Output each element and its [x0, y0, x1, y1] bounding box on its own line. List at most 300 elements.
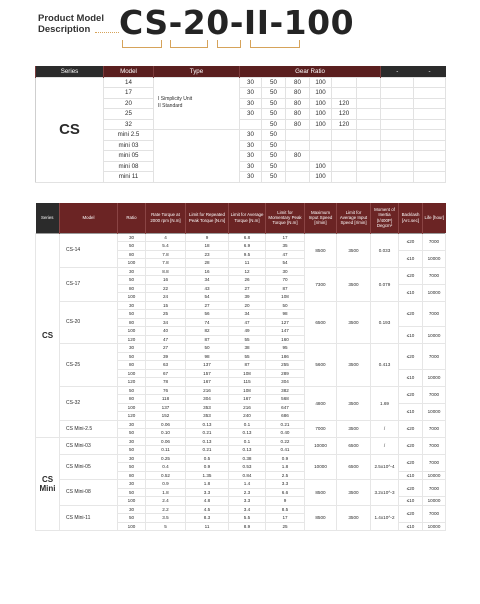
ratio-cell: 100 — [310, 98, 332, 109]
ratio-cell — [357, 77, 381, 88]
backlash-cell: ≤20 — [399, 301, 423, 327]
value-cell: 1.35 — [186, 471, 229, 480]
ratio-cell: 30 — [240, 172, 262, 183]
value-cell: 0.22 — [266, 437, 305, 446]
value-cell: 5.5 — [229, 514, 266, 523]
value-cell: 6.6 — [266, 488, 305, 497]
value-cell: 0.10 — [146, 429, 186, 438]
ratio-cell: 100 — [310, 109, 332, 120]
ratio-cell — [286, 140, 310, 151]
value-cell: 30 — [118, 505, 146, 514]
avg-cell: 6500 — [337, 454, 371, 480]
extra-cell — [414, 88, 446, 99]
backlash-cell: ≤10 — [399, 522, 423, 531]
life-cell: 10000 — [423, 284, 446, 301]
model-cell: CS Mini-03 — [60, 437, 118, 454]
life-cell: 7000 — [423, 454, 446, 471]
value-cell: 152 — [146, 412, 186, 421]
type-label: I Simplicity Unit — [158, 96, 193, 103]
series-line: CS — [41, 474, 54, 484]
t2-header: Series — [36, 203, 60, 233]
value-cell: 11 — [186, 522, 229, 531]
ratio-cell: 50 — [262, 109, 286, 120]
value-cell: 568 — [266, 395, 305, 404]
ratio-cell: 80 — [286, 151, 310, 162]
ratio-cell: 100 — [310, 88, 332, 99]
ratio-cell: 120 — [332, 109, 357, 120]
value-cell: 30 — [118, 233, 146, 242]
series-cell: CS — [36, 233, 60, 437]
ratio-cell: 50 — [262, 88, 286, 99]
value-cell: 34 — [146, 318, 186, 327]
value-cell: 5.4 — [146, 242, 186, 251]
extra-cell — [381, 151, 414, 162]
backlash-cell: ≤20 — [399, 267, 423, 284]
max-cell: 10000 — [305, 437, 337, 454]
ratio-cell — [286, 130, 310, 141]
value-cell: 4 — [146, 233, 186, 242]
value-cell: 3.3 — [266, 480, 305, 489]
ratio-cell: 80 — [286, 88, 310, 99]
value-cell: 3.3 — [186, 488, 229, 497]
value-cell: 0.25 — [146, 454, 186, 463]
value-cell: 87 — [229, 361, 266, 370]
value-cell: 38 — [229, 344, 266, 353]
value-cell: 30 — [118, 301, 146, 310]
inertia-cell: / — [371, 437, 399, 454]
model-cell: mini 2.5 — [104, 130, 154, 141]
value-cell: 39 — [146, 352, 186, 361]
value-cell: 100 — [118, 327, 146, 336]
value-cell: 25 — [146, 310, 186, 319]
value-cell: 0.5 — [186, 454, 229, 463]
inertia-cell: 1.69 — [371, 386, 399, 420]
value-cell: 98 — [266, 310, 305, 319]
value-cell: 0.40 — [266, 429, 305, 438]
t2-row — [36, 301, 446, 310]
backlash-cell: ≤20 — [399, 480, 423, 497]
ratio-cell — [357, 161, 381, 172]
ratio-cell — [286, 172, 310, 183]
t2-header: Limit for Average Input Speed [r/min] — [337, 203, 371, 233]
value-cell: 382 — [266, 386, 305, 395]
value-cell: 17 — [266, 233, 305, 242]
backlash-cell: ≤10 — [399, 497, 423, 506]
bracket-type — [217, 40, 241, 48]
value-cell: 22 — [146, 284, 186, 293]
extra-cell — [381, 88, 414, 99]
value-cell: 0.38 — [229, 454, 266, 463]
ratio-cell — [332, 151, 357, 162]
ratio-cell: 50 — [262, 140, 286, 151]
value-cell: 137 — [146, 403, 186, 412]
value-cell: 50 — [266, 301, 305, 310]
bracket-ratio — [250, 40, 300, 48]
model-cell: mini 08 — [104, 161, 154, 172]
extra-cell — [414, 98, 446, 109]
backlash-cell: ≤10 — [399, 471, 423, 480]
value-cell: 30 — [118, 480, 146, 489]
extra-cell — [381, 130, 414, 141]
value-cell: 3.4 — [229, 505, 266, 514]
model-cell: 32 — [104, 119, 154, 130]
value-cell: 34 — [186, 276, 229, 285]
value-cell: 0.06 — [146, 437, 186, 446]
extra-cell — [414, 109, 446, 120]
value-cell: 160 — [266, 335, 305, 344]
value-cell: 167 — [186, 378, 229, 387]
value-cell: 147 — [266, 327, 305, 336]
t2-row — [36, 233, 446, 242]
value-cell: 16 — [146, 276, 186, 285]
model-cell: 25 — [104, 109, 154, 120]
ratio-cell — [332, 172, 357, 183]
t2-row — [36, 420, 446, 429]
value-cell: 50 — [118, 310, 146, 319]
bracket-series — [122, 40, 162, 48]
value-cell: 8.9 — [229, 522, 266, 531]
type-cell — [154, 77, 240, 130]
model-code: CS-20-II-100 — [119, 3, 355, 42]
value-cell: 47 — [229, 318, 266, 327]
value-cell: 0.21 — [266, 420, 305, 429]
t2-row — [36, 437, 446, 446]
value-cell: 43 — [186, 284, 229, 293]
ratio-cell: 30 — [240, 140, 262, 151]
ratio-cell: 100 — [310, 119, 332, 130]
value-cell: 1.8 — [146, 488, 186, 497]
avg-cell: 3500 — [337, 233, 371, 267]
value-cell: 30 — [118, 454, 146, 463]
ratio-cell: 30 — [240, 98, 262, 109]
max-cell: 8500 — [305, 480, 337, 506]
value-cell: 108 — [229, 386, 266, 395]
life-cell: 7000 — [423, 233, 446, 250]
model-cell: CS Mini-05 — [60, 454, 118, 480]
value-cell: 6.8 — [229, 233, 266, 242]
backlash-cell: ≤20 — [399, 386, 423, 403]
extra-cell — [381, 109, 414, 120]
ratio-cell: 30 — [240, 109, 262, 120]
model-cell: CS Mini-11 — [60, 505, 118, 531]
t1-row — [36, 77, 446, 88]
value-cell: 0.06 — [146, 420, 186, 429]
value-cell: 304 — [186, 395, 229, 404]
model-cell: mini 11 — [104, 172, 154, 183]
value-cell: 100 — [118, 522, 146, 531]
value-cell: 27 — [186, 301, 229, 310]
value-cell: 50 — [118, 463, 146, 472]
value-cell: 35 — [266, 242, 305, 251]
value-cell: 9.5 — [229, 250, 266, 259]
series-line: Mini — [39, 483, 56, 493]
value-cell: 30 — [118, 344, 146, 353]
model-cell: mini 05 — [104, 151, 154, 162]
t1-header: Model — [104, 66, 154, 77]
t2-row — [36, 344, 446, 353]
value-cell: 2.4 — [146, 497, 186, 506]
t2-row — [36, 386, 446, 395]
value-cell: 1.8 — [266, 463, 305, 472]
value-cell: 1.8 — [186, 480, 229, 489]
value-cell: 50 — [118, 276, 146, 285]
extra-cell — [381, 98, 414, 109]
ratio-cell: 50 — [262, 98, 286, 109]
value-cell: 47 — [266, 250, 305, 259]
ratio-cell: 80 — [286, 119, 310, 130]
value-cell: 30 — [118, 267, 146, 276]
extra-cell — [381, 77, 414, 88]
life-cell: 10000 — [423, 250, 446, 267]
avg-cell: 3500 — [337, 267, 371, 301]
type-cell-empty — [154, 130, 240, 183]
max-cell: 7300 — [305, 267, 337, 301]
inertia-cell: 3.2x10^-3 — [371, 480, 399, 506]
t2-row — [36, 480, 446, 489]
value-cell: 50 — [186, 344, 229, 353]
avg-cell: 3500 — [337, 480, 371, 506]
model-cell: CS-32 — [60, 386, 118, 420]
value-cell: 304 — [266, 378, 305, 387]
value-cell: 20 — [229, 301, 266, 310]
t1-header: Gear Ratio — [240, 66, 381, 77]
avg-cell: 3500 — [337, 344, 371, 387]
value-cell: 3.3 — [229, 497, 266, 506]
extra-cell — [414, 172, 446, 183]
max-cell: 10000 — [305, 454, 337, 480]
ratio-cell: 50 — [262, 161, 286, 172]
value-cell: 80 — [118, 318, 146, 327]
model-cell: CS-20 — [60, 301, 118, 344]
value-cell: 63 — [146, 361, 186, 370]
ratio-cell — [240, 119, 262, 130]
value-cell: 100 — [118, 259, 146, 268]
value-cell: 4.8 — [186, 497, 229, 506]
backlash-cell: ≤10 — [399, 403, 423, 420]
value-cell: 9 — [186, 233, 229, 242]
inertia-cell: 0.079 — [371, 267, 399, 301]
model-cell: mini 03 — [104, 140, 154, 151]
ratio-cell: 50 — [262, 172, 286, 183]
ratio-cell — [357, 88, 381, 99]
value-cell: 9 — [266, 497, 305, 506]
extra-cell — [381, 172, 414, 183]
ratio-cell: 100 — [310, 77, 332, 88]
value-cell: 686 — [266, 412, 305, 421]
ratio-cell — [357, 119, 381, 130]
value-cell: 54 — [186, 293, 229, 302]
max-cell: 5600 — [305, 344, 337, 387]
value-cell: 1.4 — [229, 480, 266, 489]
inertia-cell: 1.4x10^-2 — [371, 505, 399, 531]
value-cell: 255 — [266, 361, 305, 370]
value-cell: 56 — [186, 310, 229, 319]
inertia-cell: 0.033 — [371, 233, 399, 267]
value-cell: 74 — [186, 318, 229, 327]
value-cell: 50 — [118, 446, 146, 455]
value-cell: 50 — [118, 488, 146, 497]
t2-header: Limit for Momentary Peak Torque [N.m] — [266, 203, 305, 233]
inertia-cell: 0.413 — [371, 344, 399, 387]
value-cell: 167 — [229, 395, 266, 404]
extra-cell — [414, 130, 446, 141]
value-cell: 87 — [186, 335, 229, 344]
value-cell: 27 — [146, 344, 186, 353]
max-cell: 4800 — [305, 386, 337, 420]
value-cell: 0.4 — [146, 463, 186, 472]
value-cell: 120 — [118, 335, 146, 344]
value-cell: 157 — [186, 369, 229, 378]
ratio-cell — [357, 130, 381, 141]
life-cell: 10000 — [423, 369, 446, 386]
extra-cell — [381, 140, 414, 151]
inertia-cell: 0.193 — [371, 301, 399, 344]
ratio-cell — [357, 98, 381, 109]
life-cell: 10000 — [423, 327, 446, 344]
value-cell: 80 — [118, 284, 146, 293]
value-cell: 54 — [266, 259, 305, 268]
value-cell: 100 — [118, 293, 146, 302]
series-cell — [36, 437, 60, 531]
ratio-cell: 80 — [286, 77, 310, 88]
value-cell: 7.8 — [146, 259, 186, 268]
value-cell: 0.13 — [229, 446, 266, 455]
value-cell: 55 — [229, 335, 266, 344]
label-line-1: Product Model — [38, 13, 104, 24]
life-cell: 7000 — [423, 386, 446, 403]
value-cell: 8.5 — [266, 505, 305, 514]
value-cell: 27 — [229, 284, 266, 293]
t2-header: Limit for Average Torque [N.m] — [229, 203, 266, 233]
value-cell: 67 — [146, 369, 186, 378]
value-cell: 50 — [118, 429, 146, 438]
ratio-cell: 50 — [262, 130, 286, 141]
value-cell: 0.84 — [229, 471, 266, 480]
model-cell: 20 — [104, 98, 154, 109]
value-cell: 47 — [146, 335, 186, 344]
value-cell: 26 — [229, 276, 266, 285]
value-cell: 0.21 — [186, 429, 229, 438]
ratio-cell: 30 — [240, 151, 262, 162]
ratio-cell: 50 — [262, 77, 286, 88]
max-cell: 8500 — [305, 505, 337, 531]
spec-table — [35, 203, 446, 531]
backlash-cell: ≤10 — [399, 327, 423, 344]
value-cell: 50 — [118, 386, 146, 395]
value-cell: 4.5 — [186, 505, 229, 514]
value-cell: 55 — [229, 352, 266, 361]
extra-cell — [381, 161, 414, 172]
value-cell: 30 — [266, 267, 305, 276]
value-cell: 34 — [229, 310, 266, 319]
value-cell: 50 — [118, 514, 146, 523]
t1-header: - — [381, 66, 414, 77]
backlash-cell: ≤20 — [399, 454, 423, 471]
value-cell: 80 — [118, 395, 146, 404]
value-cell: 76 — [146, 386, 186, 395]
model-cell: CS-25 — [60, 344, 118, 387]
series-cell: CS — [36, 77, 104, 182]
value-cell: 353 — [186, 403, 229, 412]
value-cell: 3.5 — [146, 514, 186, 523]
backlash-cell: ≤10 — [399, 369, 423, 386]
t2-row — [36, 454, 446, 463]
extra-cell — [414, 161, 446, 172]
value-cell: 108 — [229, 369, 266, 378]
value-cell: 30 — [118, 437, 146, 446]
model-table — [35, 66, 446, 183]
value-cell: 137 — [186, 361, 229, 370]
value-cell: 0.13 — [186, 437, 229, 446]
avg-cell: 3500 — [337, 386, 371, 420]
value-cell: 115 — [229, 378, 266, 387]
avg-cell: 3500 — [337, 505, 371, 531]
ratio-cell — [310, 140, 332, 151]
ratio-cell — [286, 161, 310, 172]
value-cell: 0.53 — [229, 463, 266, 472]
max-cell: 7000 — [305, 420, 337, 437]
model-cell: CS-14 — [60, 233, 118, 267]
ratio-cell: 30 — [240, 130, 262, 141]
value-cell: 100 — [118, 369, 146, 378]
value-cell: 647 — [266, 403, 305, 412]
value-cell: 49 — [229, 327, 266, 336]
life-cell: 7000 — [423, 267, 446, 284]
ratio-cell — [332, 77, 357, 88]
t2-header: Model — [60, 203, 118, 233]
value-cell: 2.5 — [266, 471, 305, 480]
value-cell: 353 — [186, 412, 229, 421]
value-cell: 216 — [229, 403, 266, 412]
value-cell: 240 — [229, 412, 266, 421]
value-cell: 15 — [146, 301, 186, 310]
value-cell: 39 — [229, 293, 266, 302]
t2-row — [36, 505, 446, 514]
life-cell: 7000 — [423, 344, 446, 370]
t1-header: Type — [154, 66, 240, 77]
bracket-model — [170, 40, 208, 48]
avg-cell: 6500 — [337, 437, 371, 454]
value-cell: 78 — [146, 378, 186, 387]
value-cell: 23 — [186, 250, 229, 259]
value-cell: 0.9 — [146, 480, 186, 489]
ratio-cell — [357, 109, 381, 120]
t2-header: Life [hour] — [423, 203, 446, 233]
value-cell: 5 — [146, 522, 186, 531]
backlash-cell: ≤10 — [399, 284, 423, 301]
backlash-cell: ≤20 — [399, 344, 423, 370]
t1-header: - — [414, 66, 446, 77]
t2-header: Backlash [Arc.sec] — [399, 203, 423, 233]
ratio-cell: 30 — [240, 77, 262, 88]
value-cell: 2.3 — [229, 488, 266, 497]
value-cell: 12 — [229, 267, 266, 276]
ratio-cell — [332, 88, 357, 99]
leader-line — [95, 32, 119, 33]
value-cell: 80 — [118, 250, 146, 259]
value-cell: 108 — [266, 293, 305, 302]
max-cell: 6500 — [305, 301, 337, 344]
value-cell: 70 — [266, 276, 305, 285]
value-cell: 216 — [186, 386, 229, 395]
backlash-cell: ≤20 — [399, 437, 423, 454]
max-cell: 8500 — [305, 233, 337, 267]
value-cell: 82 — [186, 327, 229, 336]
life-cell: 10000 — [423, 522, 446, 531]
inertia-cell: 2.5x10^-4 — [371, 454, 399, 480]
value-cell: 30 — [118, 420, 146, 429]
value-cell: 289 — [266, 369, 305, 378]
